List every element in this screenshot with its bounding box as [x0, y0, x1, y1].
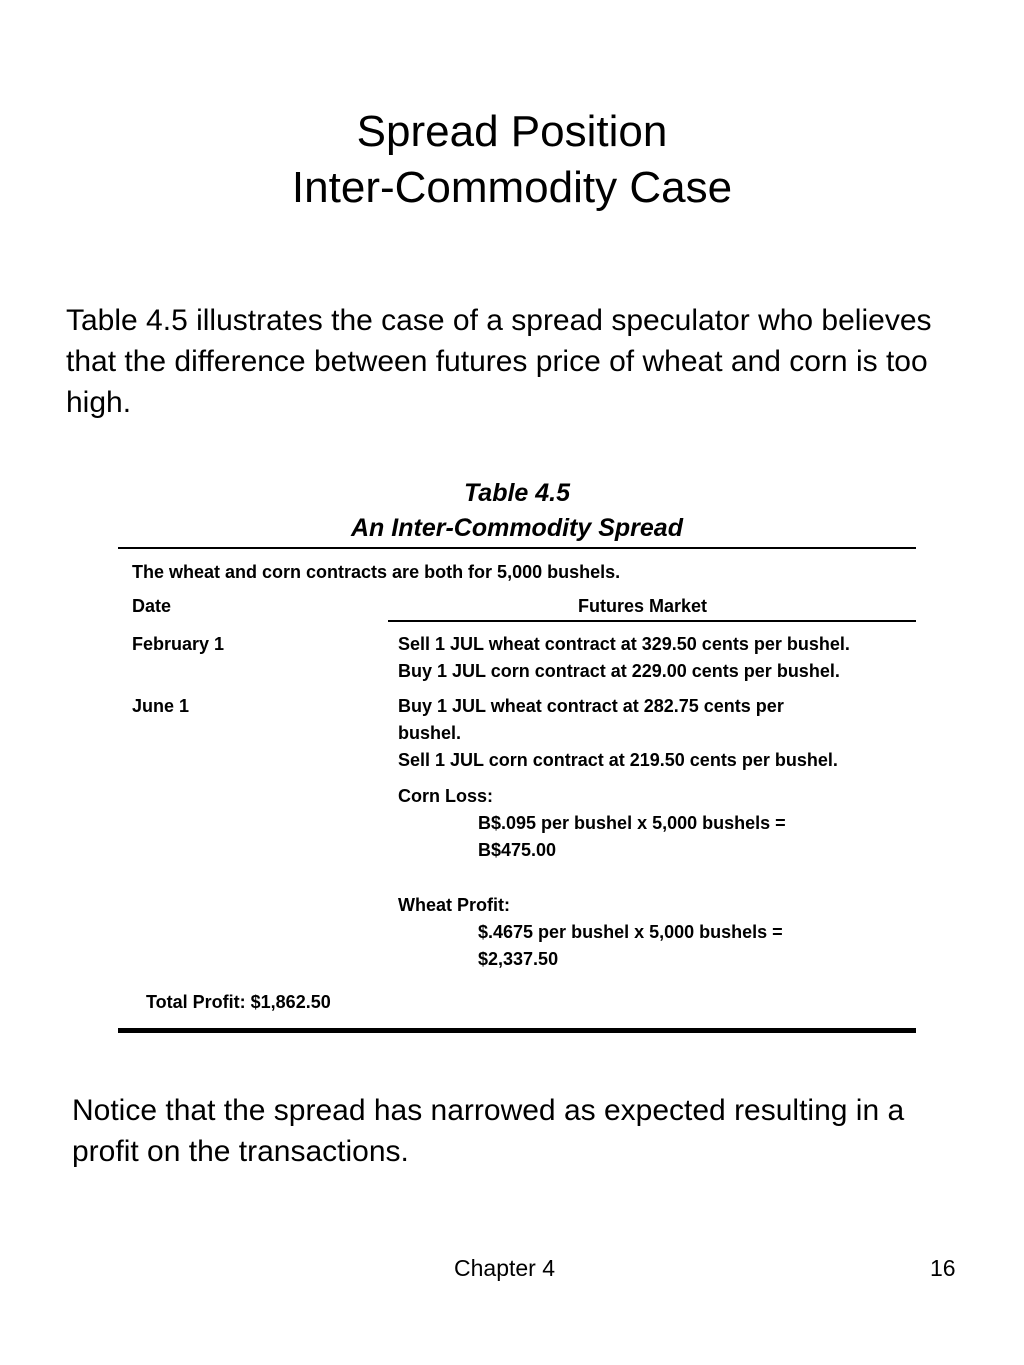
footer-page-number: 16	[930, 1255, 956, 1281]
slide-title-line-2: Inter-Commodity Case	[291, 163, 733, 212]
header-divider	[388, 620, 916, 622]
table-note: The wheat and corn contracts are both for 5,000 bushels.	[132, 562, 621, 582]
spread-table	[118, 547, 916, 1033]
corn-loss-label: Corn Loss:	[398, 786, 494, 806]
footer-chapter: Chapter 4	[454, 1255, 556, 1281]
row-date-february-1: February 1	[132, 634, 225, 654]
column-header-date: Date	[132, 596, 172, 616]
table-caption	[118, 476, 916, 546]
row-date-june-1: June 1	[132, 696, 190, 716]
wheat-profit-label: Wheat Profit:	[398, 895, 510, 915]
column-header-futures-market: Futures Market	[578, 596, 708, 616]
corn-loss-amount: B$475.00	[478, 840, 557, 860]
wheat-profit-amount: $2,337.50	[478, 949, 559, 969]
wheat-profit-calculation: $.4675 per bushel x 5,000 bushels =	[478, 922, 783, 942]
june-buy-wheat-line-cont: bushel.	[398, 723, 462, 743]
table-caption-number: Table 4.5	[463, 479, 571, 507]
corn-loss-calculation: B$.095 per bushel x 5,000 bushels =	[478, 813, 786, 833]
intro-paragraph: Table 4.5 illustrates the case of a spread speculator who believes that the difference between futures price of wheat and corn is too high.	[66, 304, 932, 419]
slide-title	[0, 104, 1024, 216]
june-sell-corn-line: Sell 1 JUL corn contract at 219.50 cents per bushel.	[398, 750, 838, 770]
total-profit: Total Profit: $1,862.50	[146, 992, 331, 1012]
notice-paragraph: Notice that the spread has narrowed as expected resulting in a profit on the transactions.	[72, 1094, 905, 1168]
june-buy-wheat-line: Buy 1 JUL wheat contract at 282.75 cents per	[398, 696, 784, 716]
feb-buy-corn-line: Buy 1 JUL corn contract at 229.00 cents per bushel.	[398, 661, 840, 681]
slide-title-line-1: Spread Position	[356, 107, 668, 156]
feb-sell-wheat-line: Sell 1 JUL wheat contract at 329.50 cents per bushel.	[398, 634, 850, 654]
table-caption-title: An Inter-Commodity Spread	[351, 514, 683, 542]
